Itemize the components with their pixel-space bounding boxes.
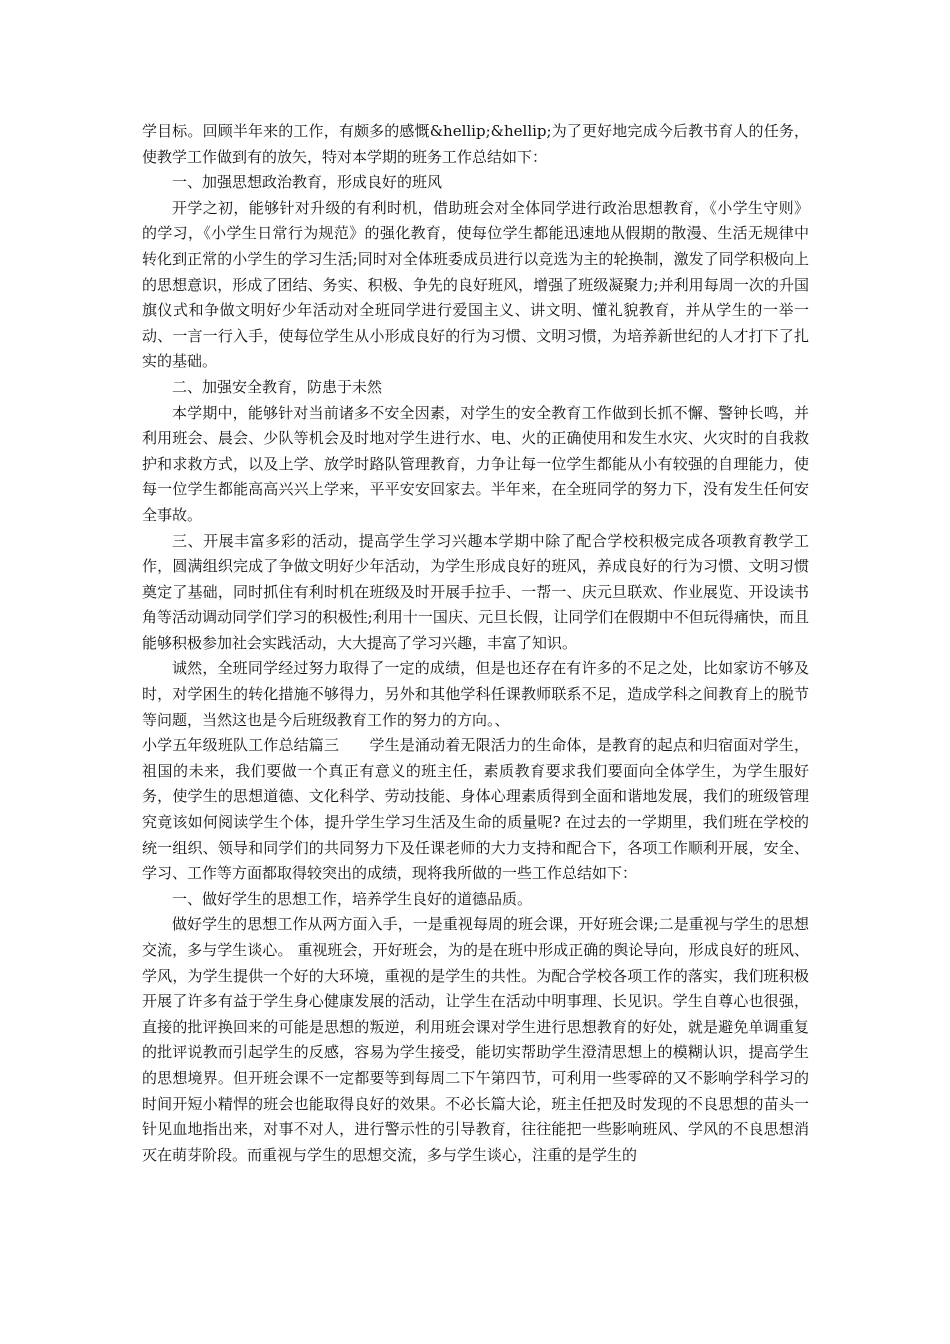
section-heading-1: 一、加强思想政治教育，形成良好的班风 [172, 173, 443, 192]
paragraph-intro: 学目标。回顾半年来的工作，有颇多的感慨&hellip;&hellip;为了更好地完成今后教书育人的任务，使教学工作做到有的放矢，特对本学期的班务工作总结如下： [142, 122, 809, 166]
paragraph-section-3: 三、开展丰富多彩的活动，提高学生学习兴趣本学期中除了配合学校积极完成各项教育教学工作，圆满组织完成了争做文明好少年活动，为学生形成良好的班风，养成良好的行为习惯、文明习惯奠定了基础，同时抓住有利时机在班级及时开展手拉手、一帮一、庆元旦联欢、作业展览、开设读书角等活动调动同学们学习的积极性;利用十一国庆、元旦长假，让同学们在假期中不但玩得痛快，而且能够积极参加社会实践活动，大大提高了学习兴趣，丰富了知识。 [142, 531, 809, 652]
paragraph-section-2: 本学期中，能够针对当前诸多不安全因素，对学生的安全教育工作做到长抓不懈、警钟长鸣，并利用班会、晨会、少队等机会及时地对学生进行水、电、火的正确使用和发生水灾、火灾时的自我救护和求救方式，以及上学、放学时路队管理教育，力争让每一位学生都能从小有较强的自理能力，使每一位学生都能高高兴兴上学来，平平安安回家去。半年来，在全班同学的努力下，没有发生任何安全事故。 [142, 403, 809, 524]
paragraph-conclusion: 诚然，全班同学经过努力取得了一定的成绩，但是也还存在有许多的不足之处，比如家访不够及时，对学困生的转化措施不够得力，另外和其他学科任课教师联系不足，造成学科之间教育上的脱节等问题，当然这也是今后班级教育工作的努力的方向。、 [142, 659, 809, 729]
section-heading-3-1: 一、做好学生的思想工作，培养学生良好的道德品质。 [172, 889, 533, 908]
paragraph-part-three: 小学五年级班队工作总结篇三 学生是涌动着无限活力的生命体，是教育的起点和归宿面对学生，祖国的未来，我们要做一个真正有意义的班主任，素质教育要求我们要面向全体学生，为学生服好务，使学生的思想道德、文化科学、劳动技能、身体心理素质得到全面和谐地发展，我们的班级管理究竟该如何阅读学生个体，提升学生学习生活及生命的质量呢? 在过去的一学期里，我们班在学校的统一组织、领导和同学们的共同努力下及任课老师的大力支持和配合下，各项工作顺利开展，安全、学习、工作等方面都取得较突出的成绩，现将我所做的一些工作总结如下： [142, 736, 809, 883]
section-heading-2: 二、加强安全教育，防患于未然 [172, 377, 383, 396]
paragraph-section-3-1: 做好学生的思想工作从两方面入手，一是重视每周的班会课，开好班会课;二是重视与学生的思想交流，多与学生谈心。 重视班会，开好班会，为的是在班中形成正确的舆论导向，形成良好的班风、学风，为学生提供一个好的大环境，重视的是学生的共性。为配合学校各项工作的落实，我们班积极开展了许多有益于学生身心健康发展的活动，让学生在活动中明事理、长见识。学生自尊心也很强，直接的批评换回来的可能是思想的叛逆，利用班会课对学生进行思想教育的好处，就是避免单调重复的批评说教而引起学生的反感，容易为学生接受，能切实帮助学生澄清思想上的模糊认识，提高学生的思想境界。但开班会课不一定都要等到每周二下午第四节，可利用一些零碎的又不影响学科学习的时间开短小精悍的班会也能取得良好的效果。不必长篇大论，班主任把及时发现的不良思想的苗头一针见血地指出来，对事不对人，进行警示性的引导教育，往往能把一些影响班风、学风的不良思想消灭在萌芽阶段。而重视与学生的思想交流，多与学生谈心，注重的是学生的 [142, 915, 809, 1164]
document-body [142, 119, 809, 1168]
paragraph-section-1: 开学之初，能够针对升级的有利时机，借助班会对全体同学进行政治思想教育，《小学生守则》的学习，《小学生日常行为规范》的强化教育，使每位学生都能迅速地从假期的散漫、生活无规律中转化到正常的小学生的学习生活;同时对全体班委成员进行以竞选为主的轮换制，激发了同学积极向上的思想意识，形成了团结、务实、积极、争先的良好班风，增强了班级凝聚力;并利用每周一次的升国旗仪式和争做文明好少年活动对全班同学进行爱国主义、讲文明、懂礼貌教育，并从学生的一举一动、一言一行入手，使每位学生从小形成良好的行为习惯、文明习惯，为培养新世纪的人才打下了扎实的基础。 [142, 198, 809, 371]
